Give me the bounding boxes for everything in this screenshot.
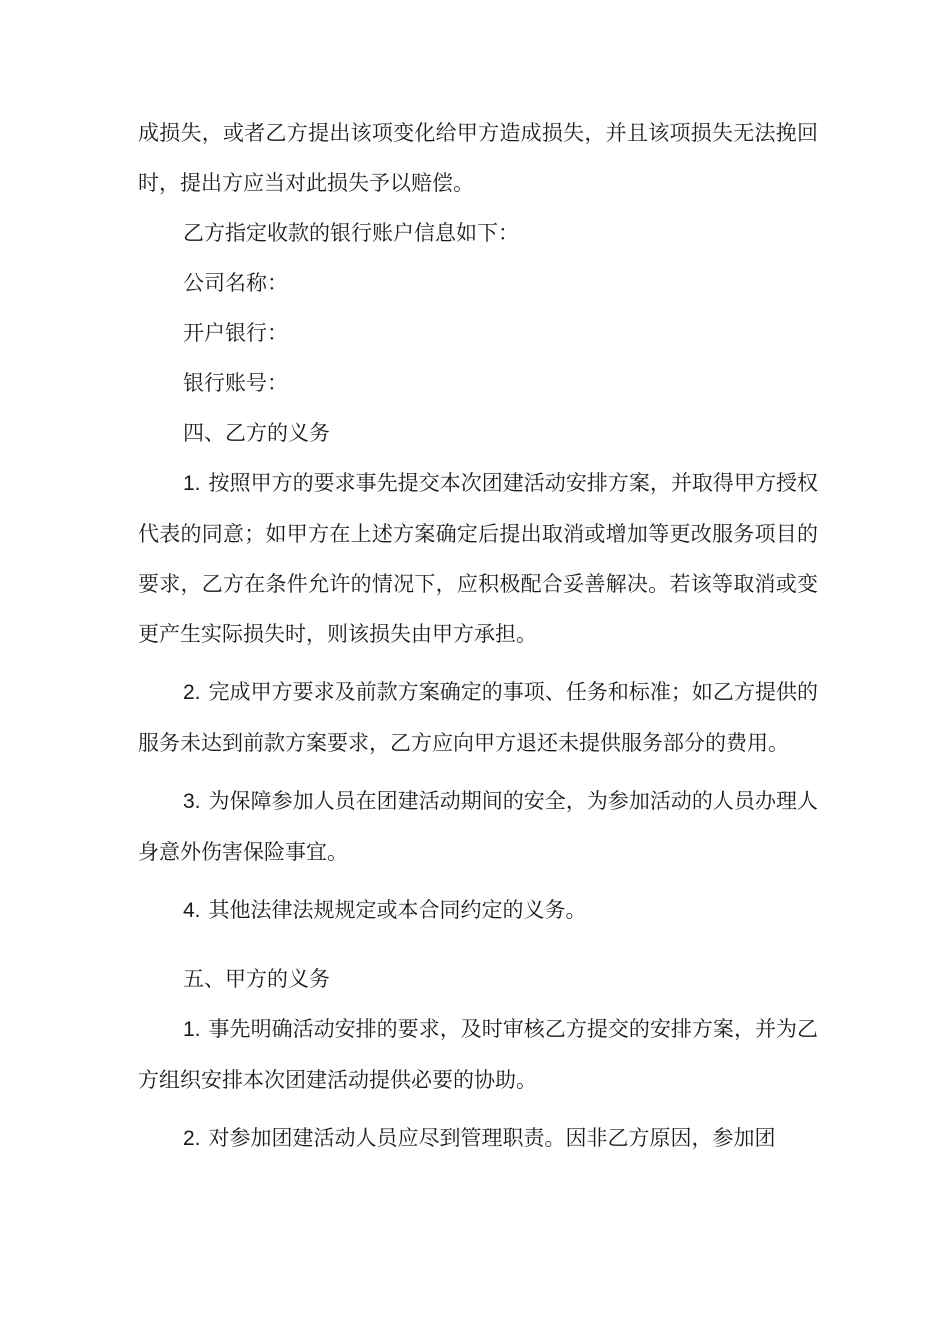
section-4-item-4 (138, 885, 818, 936)
bank-info-intro: 乙方指定收款的银行账户信息如下： (183, 221, 519, 245)
section-4-title: 四、乙方的义务 (183, 421, 330, 445)
item-text: 事先明确活动安排的要求，及时审核乙方提交的安排方案，并为乙方组织安排本次团建活动提供必要的协助。 (138, 1017, 818, 1092)
item-text: 对参加团建活动人员应尽到管理职责。因非乙方原因，参加团 (208, 1126, 776, 1150)
item-number: 3. (183, 790, 201, 813)
item-text: 按照甲方的要求事先提交本次团建活动安排方案，并取得甲方授权代表的同意；如甲方在上述方案确定后提出取消或增加等更改服务项目的要求，乙方在条件允许的情况下，应积极配合妥善解决。若该等取消或变更产生实际损失时，则该损失由甲方承担。 (138, 471, 818, 646)
account-number-label: 银行账号： (183, 371, 288, 395)
section-5-item-1 (138, 1004, 818, 1105)
item-number: 1. (183, 472, 201, 495)
continuation-paragraph: 成损失，或者乙方提出该项变化给甲方造成损失，并且该项损失无法挽回时，提出方应当对此损失予以赔偿。 (138, 121, 818, 195)
bank-label: 开户银行： (183, 321, 288, 345)
item-number: 1. (183, 1018, 201, 1041)
document-body (138, 108, 818, 1164)
section-4-item-3 (138, 776, 818, 877)
company-name-label: 公司名称： (183, 271, 288, 295)
section-5-title: 五、甲方的义务 (183, 967, 330, 991)
item-text: 为保障参加人员在团建活动期间的安全，为参加活动的人员办理人身意外伤害保险事宜。 (138, 789, 818, 864)
item-text: 其他法律法规规定或本合同约定的义务。 (208, 898, 587, 922)
section-4-item-1 (138, 458, 818, 659)
section-5-item-2 (138, 1113, 818, 1164)
item-text: 完成甲方要求及前款方案确定的事项、任务和标准；如乙方提供的服务未达到前款方案要求，乙方应向甲方退还未提供服务部分的费用。 (138, 680, 818, 755)
item-number: 2. (183, 1127, 201, 1150)
item-number: 2. (183, 681, 201, 704)
item-number: 4. (183, 899, 201, 922)
section-4-item-2 (138, 667, 818, 768)
